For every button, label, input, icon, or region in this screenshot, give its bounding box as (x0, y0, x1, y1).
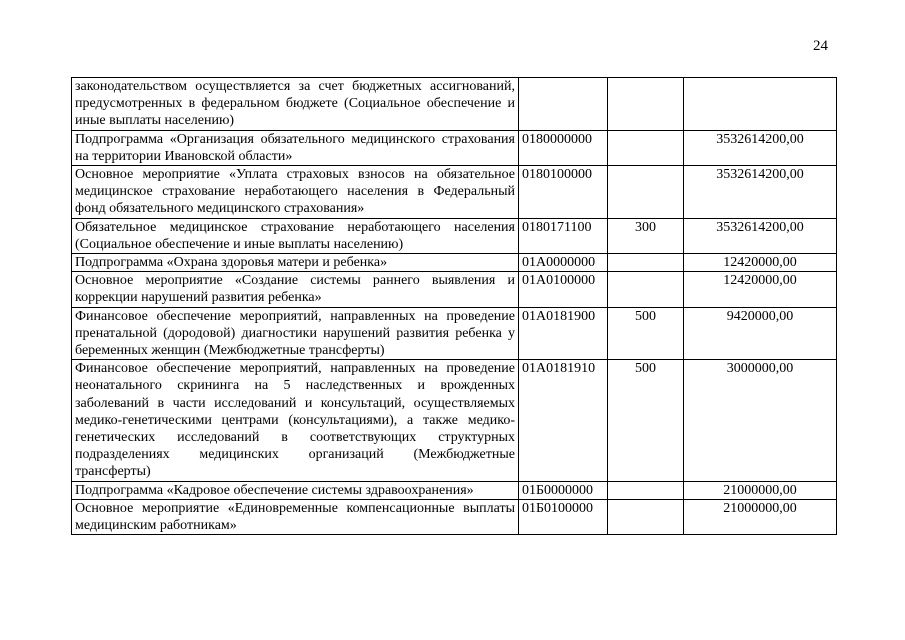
row-code: 01А0181910 (519, 360, 608, 481)
row-amount: 3532614200,00 (684, 166, 837, 219)
budget-table (71, 77, 837, 535)
table-row (72, 166, 837, 219)
row-name: законодательством осуществляется за счет бюджетных ассигнований, предусмотренных в федеральном бюджете (Социальное обеспечение и иные выплаты населению) (72, 78, 519, 131)
row-code: 0180171100 (519, 218, 608, 253)
row-expense-type (608, 481, 684, 499)
table-row (72, 499, 837, 534)
row-expense-type (608, 166, 684, 219)
row-code: 01Б0000000 (519, 481, 608, 499)
table-row (72, 130, 837, 165)
row-expense-type: 500 (608, 307, 684, 360)
row-code: 01Б0100000 (519, 499, 608, 534)
row-code: 0180000000 (519, 130, 608, 165)
row-code: 01А0100000 (519, 272, 608, 307)
row-expense-type (608, 254, 684, 272)
row-amount: 21000000,00 (684, 499, 837, 534)
row-amount: 3000000,00 (684, 360, 837, 481)
row-name: Основное мероприятие «Уплата страховых взносов на обязательное медицинское страхование неработающего населения в Федеральный фонд обязательного медицинского страхования» (72, 166, 519, 219)
table-row (72, 218, 837, 253)
row-name: Основное мероприятие «Единовременные компенсационные выплаты медицинским работникам» (72, 499, 519, 534)
page-number: 24 (813, 38, 828, 54)
row-name: Подпрограмма «Охрана здоровья матери и ребенка» (72, 254, 519, 272)
row-name: Подпрограмма «Организация обязательного медицинского страхования на территории Ивановской области» (72, 130, 519, 165)
row-amount: 21000000,00 (684, 481, 837, 499)
row-amount (684, 78, 837, 131)
row-code: 0180100000 (519, 166, 608, 219)
row-name: Финансовое обеспечение мероприятий, направленных на проведение пренатальной (дородовой) диагностики нарушений развития ребенка у беременных женщин (Межбюджетные трансферты) (72, 307, 519, 360)
row-code: 01А0000000 (519, 254, 608, 272)
row-name: Основное мероприятие «Создание системы раннего выявления и коррекции нарушений развития ребенка» (72, 272, 519, 307)
row-name: Обязательное медицинское страхование неработающего населения (Социальное обеспечение и иные выплаты населению) (72, 218, 519, 253)
row-amount: 3532614200,00 (684, 218, 837, 253)
table-row (72, 254, 837, 272)
table-row (72, 360, 837, 481)
row-code: 01А0181900 (519, 307, 608, 360)
row-expense-type (608, 499, 684, 534)
row-expense-type: 300 (608, 218, 684, 253)
row-expense-type (608, 78, 684, 131)
row-code (519, 78, 608, 131)
row-expense-type: 500 (608, 360, 684, 481)
table-row (72, 481, 837, 499)
row-name: Подпрограмма «Кадровое обеспечение системы здравоохранения» (72, 481, 519, 499)
row-amount: 3532614200,00 (684, 130, 837, 165)
row-name: Финансовое обеспечение мероприятий, направленных на проведение неонатального скрининга на 5 наследственных и врожденных заболеваний в части исследований и консультаций, осуществляемых медико-генетическими центрами (консультациями), а также медико-генетических исследований в соответствующих структурных подразделениях медицинских организаций (Межбюджетные трансферты) (72, 360, 519, 481)
table-row (72, 272, 837, 307)
row-expense-type (608, 130, 684, 165)
row-amount: 12420000,00 (684, 272, 837, 307)
row-amount: 9420000,00 (684, 307, 837, 360)
row-amount: 12420000,00 (684, 254, 837, 272)
row-expense-type (608, 272, 684, 307)
table-row (72, 78, 837, 131)
table-row (72, 307, 837, 360)
